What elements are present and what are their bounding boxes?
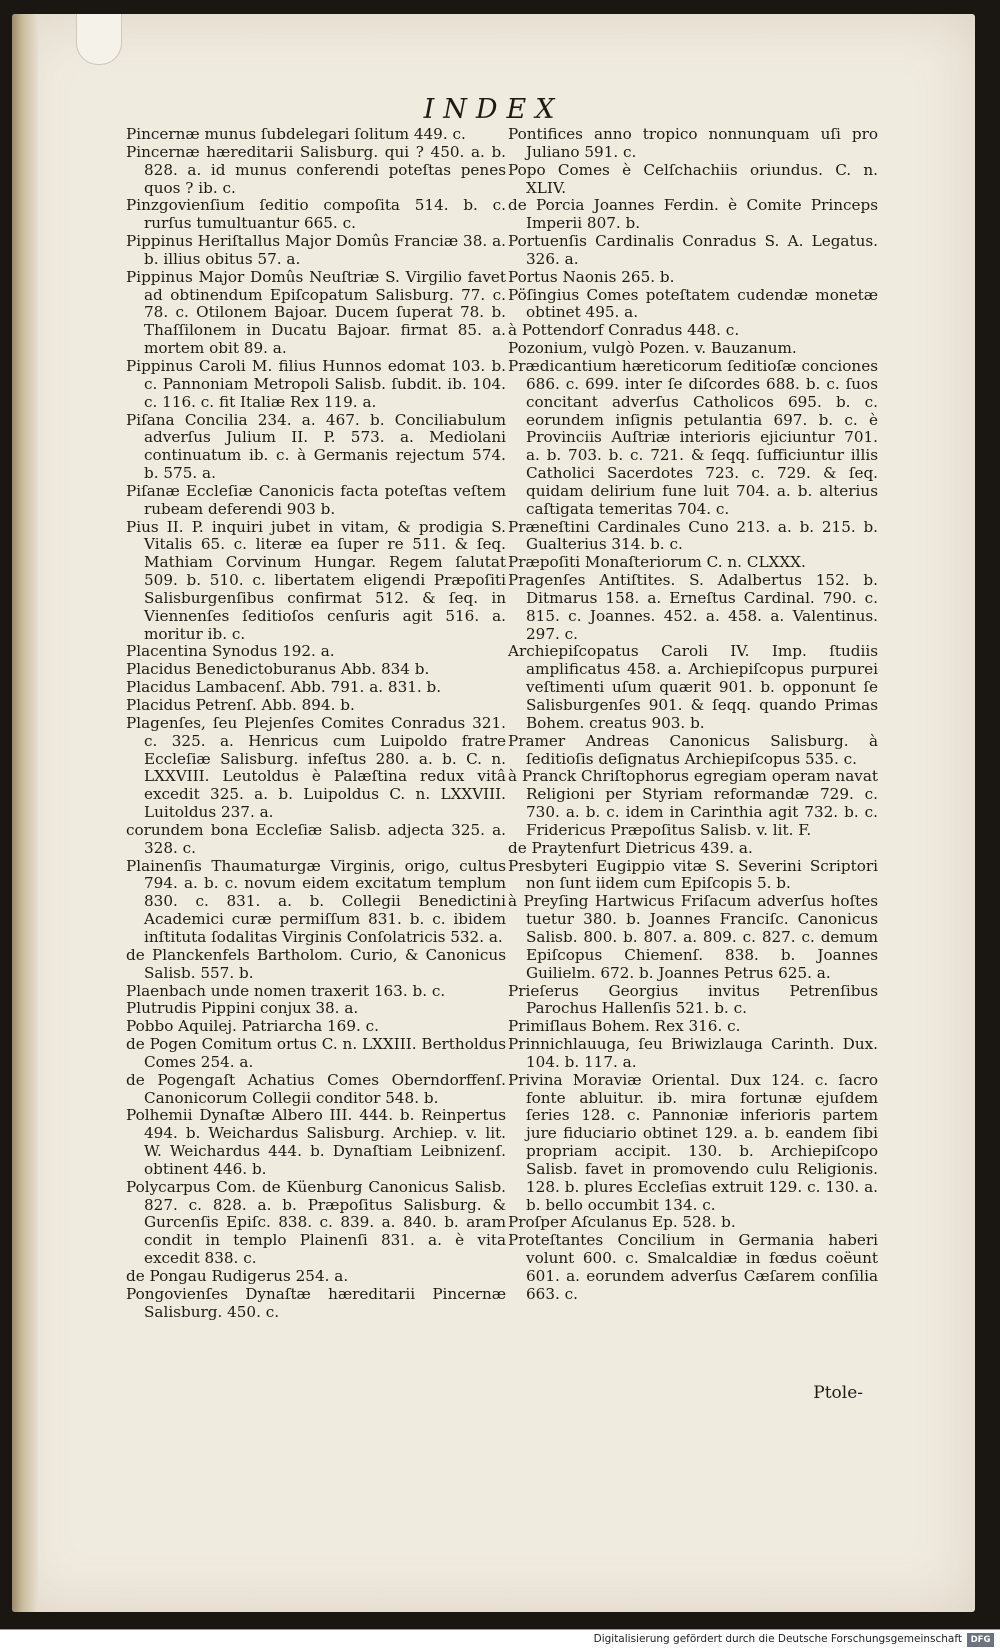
index-entry: Piſana Concilia 234. a. 467. b. Conciliabulum adverſus Julium II. P. 573. a. Mediolani continuatum ib. c. à Germanis rejectum 574. b. 575. a.: [126, 410, 506, 483]
index-entry: Primiſlaus Bohem. Rex 316. c.: [508, 1017, 741, 1036]
catchword: Ptole-: [813, 1383, 863, 1403]
index-entry: Pius II. P. inquiri jubet in vitam, & prodigia S. Vitalis 65. c. literæ ea ſuper re 511. & ſeq. Mathiam Corvinum Hungar. Regem ſalutat 509. b. 510. c. libertatem eligendi Præpoſiti Salisburgenſibus confirmat 512. & ſeq. in Viennenſes ſeditioſos cenſuris agit 516. a. moritur ib. c.: [126, 517, 506, 643]
index-entry: Pippinus Caroli M. filius Hunnos edomat 103. b. c. Pannoniam Metropoli Salisb. ſubdit. ib. 104. c. 116. c. fit Italiæ Rex 119. a.: [126, 356, 506, 411]
index-entry: Archiepiſcopatus Caroli IV. Imp. ſtudiis amplificatus 458. a. Archiepiſcopus purpurei veſtimenti uſum quærit 901. b. opponunt ſe Salisburgenſes 901. & ſeqq. quando Primas Bohem. creatus 903. b.: [508, 642, 878, 732]
index-entry: Plagenſes, ſeu Plejenſes Comites Conradus 321. c. 325. a. Henricus cum Luipoldo fratre Eccleſiæ Salisburg. infeſtus 280. a. b. C. n. LXXVIII. Leutoldus è Palæſtina redux vitâ excedit 325. a. b. Luipoldus C. n. LXXVIII. Luitoldus 237. a.: [126, 713, 506, 822]
index-entry: à Pranck Chriſtophorus egregiam operam navat Religioni per Styriam reformandæ 729. c. 730. a. b. c. idem in Carinthia agit 732. b. c. Fridericus Præpoſitus Salisb. v. lit. F.: [508, 767, 878, 839]
index-entry: Plutrudis Pippini conjux 38. a.: [126, 999, 359, 1018]
index-entry: Placidus Petrenſ. Abb. 894. b.: [126, 696, 355, 714]
index-entry: Præneſtini Cardinales Cuno 213. a. b. 215. b. Gualterius 314. b. c.: [508, 517, 878, 554]
index-entry: Proteſtantes Concilium in Germania haberi volunt 600. c. Smalcaldiæ in fœdus coëunt 601. a. eorundem adverſus Cæſarem conſilia 663. c.: [508, 1231, 878, 1303]
index-entry: Pragenſes Antiſtites. S. Adalbertus 152. b. Ditmarus 158. a. Erneſtus Cardinal. 790. c. 815. c. Joannes. 452. a. 458. a. Valentinus. 297. c.: [508, 571, 878, 643]
index-entry: Pippinus Major Domûs Neuſtriæ S. Virgilio favet ad obtinendum Epiſcopatum Salisburg. 77. c. 78. c. Otilonem Bajoar. Ducem ſuperat 78. b. Thaſſilonem in Ducatu Bajoar. firmat 85. a. mortem obit 89. a.: [126, 267, 506, 358]
index-entry: Pincernæ hæreditarii Salisburg. qui ? 450. a. b. 828. a. id munus conferendi poteſtas penes quos ? ib. c.: [126, 142, 506, 197]
index-entry: de Praytenfurt Dietricus 439. a.: [508, 838, 753, 857]
digitization-credit: Digitalisierung gefördert durch die Deutsche Forschungsgemeinschaft: [593, 1633, 962, 1645]
index-entry: de Pogen Comitum ortus C. n. LXXIII. Bertholdus Comes 254. a.: [126, 1035, 506, 1071]
index-entry: Pincernæ munus ſubdelegari ſolitum 449. c.: [126, 125, 466, 143]
index-entry: Pippinus Heriſtallus Major Domûs Franciæ 38. a. b. illius obitus 57. a.: [126, 232, 506, 268]
index-entry: Plaenbach unde nomen traxerit 163. b. c.: [126, 981, 446, 1000]
book-page: [12, 14, 975, 1612]
index-entry: Pozonium, vulgò Pozen. v. Bauzanum.: [508, 339, 797, 358]
index-entry: Prædicantium hæreticorum ſeditioſæ conciones 686. c. 699. inter ſe diſcordes 688. b. c. ſuos concitant adverſus Catholicos 695. b. c. eorundem inſignis petulantia 697. b. c. è Provinciis Auſtriæ interioris ejiciuntur 701. a. b. 703. b. c. 721. & ſeqq. ſufficiuntur illis Catholici Sacerdotes 723. c. 729. & ſeq. quidam delirium fune luit 704. a. b. alterius caſtigata temeritas 704. c.: [508, 356, 878, 518]
index-entry: Placentina Synodus 192. a.: [126, 642, 335, 661]
index-entry: Pobbo Aquilej. Patriarcha 169. c.: [126, 1017, 379, 1036]
index-entry: de Pogengaſt Achatius Comes Oberndorffenſ. Canonicorum Collegii conditor 548. b.: [126, 1070, 506, 1107]
index-entry: Privina Moraviæ Oriental. Dux 124. c. ſacro fonte abluitur. ib. mira fortunæ ejuſdem ſeries 128. c. Pannoniæ inferioris partem jure fiduciario obtinet 129. a. b. eandem ſibi propriam accipit. 130. b. Archiepiſcopo Salisb. favet in promovendo culu Religionis. 128. b. plures Eccleſias extruit 129. c. 130. a. b. bello occumbit 134. c.: [508, 1070, 878, 1214]
index-entry: Placidus Lambacenſ. Abb. 791. a. 831. b.: [126, 678, 442, 697]
index-entry: corundem bona Eccleſiæ Salisb. adjecta 325. a. 328. c.: [126, 820, 506, 857]
footer-bar: [0, 1629, 1000, 1651]
index-entry: Proſper Aſculanus Ep. 528. b.: [508, 1213, 736, 1232]
page-clip: [76, 14, 122, 65]
index-entry: Piſanæ Eccleſiæ Canonicis facta poteſtas veſtem rubeam deferendi 903 b.: [126, 481, 506, 518]
index-entry: Presbyteri Eugippio vitæ S. Severini Scriptori non ſunt iidem cum Epiſcopis 5. b.: [508, 856, 878, 893]
index-entry: Polycarpus Com. de Küenburg Canonicus Salisb. 827. c. 828. a. b. Præpoſitus Salisburg. & Gurcenſis Epiſc. 838. c. 839. a. 840. b. aram condit in templo Plainenſi 831. a. è vita excedit 838. c.: [126, 1177, 506, 1268]
index-entry: Placidus Benedictoburanus Abb. 834 b.: [126, 660, 430, 679]
page-gutter: [12, 14, 38, 1612]
index-entry: Popo Comes è Celſchachiis oriundus. C. n. XLIV.: [508, 160, 878, 197]
index-entry: Pongovienſes Dynaſtæ hæreditarii Pincernæ Salisburg. 450. c.: [126, 1284, 506, 1321]
index-entry: Pontifices anno tropico nonnunquam uſi pro Juliano 591. c.: [508, 125, 878, 161]
index-entry: Prieſerus Georgius invitus Petrenſibus Parochus Hallenſis 521. b. c.: [508, 981, 878, 1018]
index-entry: Pramer Andreas Canonicus Salisburg. à ſeditioſis deſignatus Archiepiſcopus 535. c.: [508, 731, 878, 768]
index-entry: de Planckenfels Bartholom. Curio, & Canonicus Salisb. 557. b.: [126, 945, 506, 982]
index-entry: à Preyſing Hartwicus Friſacum adverſus hoſtes tuetur 380. b. Joannes Franciſc. Canonicus Salisb. 800. b. 807. a. 809. c. 827. c. demum Epiſcopus Chiemenſ. 838. b. Joannes Guilielm. 672. b. Joannes Petrus 625. a.: [508, 892, 878, 982]
index-entry: de Porcia Joannes Ferdin. è Comite Princeps Imperii 807. b.: [508, 196, 878, 233]
index-column-right: [508, 126, 878, 1304]
index-entry: à Pottendorf Conradus 448. c.: [508, 321, 740, 340]
index-entry: Portuenſis Cardinalis Conradus S. A. Legatus. 326. a.: [508, 232, 878, 268]
index-entry: Præpoſiti Monaſteriorum C. n. CLXXX.: [508, 553, 806, 572]
index-entry: Prinnichlauuga, ſeu Briwizlauga Carinth. Dux. 104. b. 117. a.: [508, 1035, 878, 1071]
index-entry: Plainenſis Thaumaturgæ Virginis, origo, cultus 794. a. b. c. novum eidem excitatum templum 830. c. 831. a. b. Collegii Benedictini Academici curæ permiſſum 831. b. c. ibidem inſtituta ſodalitas Virginis Conſolatricis 532. a.: [126, 856, 506, 946]
running-head: INDEX: [423, 94, 564, 125]
dfg-logo: DFG: [967, 1633, 994, 1647]
index-entry: Pöſingius Comes poteſtatem cudendæ monetæ obtinet 495. a.: [508, 285, 878, 322]
index-column-left: [126, 126, 506, 1322]
index-entry: Polhemii Dynaſtæ Albero III. 444. b. Reinpertus 494. b. Weichardus Salisburg. Archiep. v. lit. W. Weichardus 444. b. Dynaſtiam Leibnizenſ. obtinent 446. b.: [126, 1106, 506, 1178]
index-entry: Pinzgovienſium ſeditio compoſita 514. b. c. rurſus tumultuantur 665. c.: [126, 196, 506, 233]
index-entry: de Pongau Rudigerus 254. a.: [126, 1267, 349, 1285]
index-entry: Portus Naonis 265. b.: [508, 267, 675, 286]
